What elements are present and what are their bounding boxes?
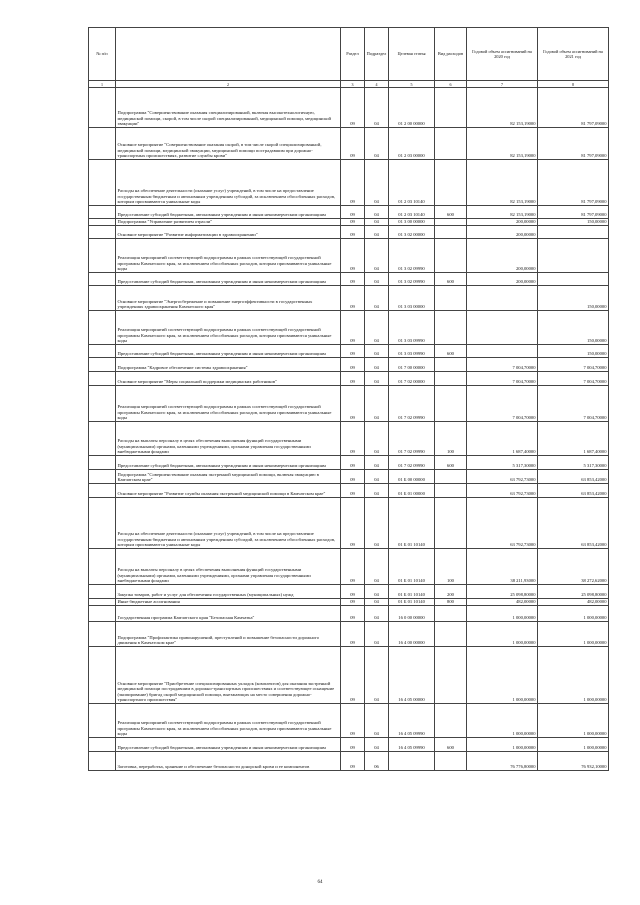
cell-razdel: 09 [341,606,365,622]
table-row [89,738,609,752]
cell-name: Основное мероприятие "Меры социальной поддержки медицинских работников" [116,372,341,386]
cell-target-article: 01 2 00 00000 [389,88,435,128]
cell-num [89,470,116,484]
cell-sum-2021: 81 797,09000 [538,206,609,219]
table-row [89,160,609,206]
cell-sum-2020: 200,00000 [467,226,538,239]
cell-expense-type [435,606,467,622]
cell-podrazdel: 04 [365,484,389,498]
cell-sum-2021: 76 932,10000 [538,752,609,771]
cell-num [89,647,116,704]
header-razdel: Раздел [341,28,365,81]
cell-sum-2020: 76 776,80000 [467,752,538,771]
cell-expense-type [435,647,467,704]
table-row [89,386,609,422]
cell-razdel: 09 [341,286,365,311]
cell-target-article: 01 7 02 09990 [389,386,435,422]
cell-podrazdel: 04 [365,606,389,622]
cell-sum-2021: 81 797,09000 [538,128,609,160]
table-row [89,226,609,239]
table-row [89,311,609,345]
cell-razdel: 09 [341,311,365,345]
table-row [89,585,609,599]
cell-num [89,456,116,470]
cell-podrazdel: 04 [365,622,389,647]
cell-razdel: 09 [341,160,365,206]
cell-num [89,239,116,273]
cell-podrazdel: 04 [365,358,389,372]
cell-name: Предоставление субсидий бюджетным, автономным учреждениям и иным некоммерческим организациям [116,206,341,219]
cell-num [89,286,116,311]
cell-num [89,738,116,752]
cell-sum-2021: 1 000,00000 [538,704,609,738]
page-number: 64 [317,880,323,885]
cell-razdel: 09 [341,358,365,372]
cell-expense-type [435,128,467,160]
cell-num [89,160,116,206]
cell-expense-type [435,219,467,226]
cell-razdel: 09 [341,345,365,358]
cell-name: Основное мероприятие "Совершенствование оказания скорой, в том числе скорой специализированной, медицинской помощи, медицинской эвакуации, медицинской помощи пострадавшим при дорожно-транспортных происшествиях, развитие службы крови" [116,128,341,160]
cell-sum-2020: 482,00000 [467,599,538,606]
cell-podrazdel: 04 [365,456,389,470]
cell-expense-type [435,470,467,484]
cell-num [89,498,116,549]
cell-sum-2020: 82 153,19000 [467,206,538,219]
cell-sum-2021: 150,00000 [538,311,609,345]
cell-num [89,704,116,738]
table-body [89,88,609,771]
cell-podrazdel: 04 [365,206,389,219]
cell-target-article: 01 Б 01 10140 [389,585,435,599]
header-target-article: Целевая статья [389,28,435,81]
table-row [89,549,609,585]
cell-podrazdel: 04 [365,386,389,422]
cell-name: Расходы на обеспечение деятельности (оказание услуг) учреждений, в том числе на предоставление государственным бюджетным и автономным учреждениям субсидий, за исключением обособленных расходов, которым присваиваются уникальные коды [116,498,341,549]
cell-expense-type [435,226,467,239]
cell-razdel: 09 [341,470,365,484]
cell-razdel: 09 [341,752,365,771]
cell-expense-type: 200 [435,585,467,599]
cell-expense-type [435,752,467,771]
cell-sum-2020: 1 000,00000 [467,738,538,752]
table-row [89,498,609,549]
cell-name: Закупка товаров, работ и услуг для обеспечения государственных (муниципальных) нужд [116,585,341,599]
table-row [89,219,609,226]
cell-sum-2021: 63 853,42000 [538,484,609,498]
cell-expense-type: 600 [435,273,467,286]
column-number: 8 [538,81,609,88]
cell-razdel: 09 [341,456,365,470]
cell-name: Основное мероприятие "Энергосбережение и повышение энергоэффективности в государственных учреждениях здравоохранения Камчатского края" [116,286,341,311]
cell-sum-2020: 63 792,73000 [467,484,538,498]
cell-num [89,345,116,358]
cell-expense-type [435,286,467,311]
cell-target-article [389,752,435,771]
cell-podrazdel: 06 [365,752,389,771]
cell-sum-2020: 82 153,19000 [467,160,538,206]
cell-podrazdel: 04 [365,286,389,311]
cell-podrazdel: 04 [365,219,389,226]
cell-num [89,484,116,498]
cell-sum-2020: 1 000,00000 [467,622,538,647]
cell-num [89,752,116,771]
cell-sum-2020: 63 792,73000 [467,498,538,549]
cell-sum-2020: 7 004,70000 [467,372,538,386]
cell-name: Расходы на обеспечение деятельности (оказание услуг) учреждений, в том числе на предоставление государственным бюджетным и автономным учреждениям субсидий, за исключением обособленных расходов, которым присваиваются уникальные коды [116,160,341,206]
cell-name: Предоставление субсидий бюджетным, автономным учреждениям и иным некоммерческим организациям [116,273,341,286]
cell-num [89,128,116,160]
cell-sum-2021 [538,226,609,239]
cell-name: Реализация мероприятий соответствующей подпрограммы в рамках соответствующей государственной программы Камчатского края, за исключением обособленных расходов, которым присваиваются уникальные коды [116,239,341,273]
cell-sum-2020: 63 792,73000 [467,470,538,484]
cell-razdel: 09 [341,273,365,286]
cell-sum-2020 [467,286,538,311]
cell-sum-2021: 63 853,42000 [538,470,609,484]
cell-expense-type: 600 [435,456,467,470]
table-row [89,206,609,219]
cell-target-article: 01 2 03 00000 [389,128,435,160]
cell-target-article: 16 0 00 00000 [389,606,435,622]
cell-sum-2021: 1 687,40000 [538,422,609,456]
table-row [89,647,609,704]
cell-razdel: 09 [341,219,365,226]
cell-sum-2021: 482,00000 [538,599,609,606]
cell-razdel: 09 [341,738,365,752]
cell-expense-type [435,498,467,549]
cell-podrazdel: 04 [365,273,389,286]
cell-target-article: 01 7 02 09990 [389,422,435,456]
table-row [89,273,609,286]
budget-table [88,27,609,771]
column-number: 4 [365,81,389,88]
column-number: 2 [116,81,341,88]
cell-expense-type [435,372,467,386]
cell-target-article: 01 Б 00 00000 [389,470,435,484]
cell-name: Предоставление субсидий бюджетным, автономным учреждениям и иным некоммерческим организациям [116,738,341,752]
cell-sum-2020: 1 000,00000 [467,704,538,738]
cell-target-article: 01 3 03 00000 [389,286,435,311]
cell-expense-type: 800 [435,599,467,606]
cell-num [89,358,116,372]
cell-num [89,273,116,286]
cell-target-article: 01 3 00 00000 [389,219,435,226]
cell-num [89,549,116,585]
cell-name: Реализация мероприятий соответствующей подпрограммы в рамках соответствующей государственной программы Камчатского края, за исключением обособленных расходов, которым присваиваются уникальные коды [116,386,341,422]
cell-target-article: 01 3 03 09990 [389,311,435,345]
cell-sum-2020 [467,311,538,345]
column-number: 1 [89,81,116,88]
cell-sum-2021 [538,273,609,286]
cell-sum-2020: 82 153,19000 [467,128,538,160]
cell-expense-type [435,311,467,345]
cell-expense-type [435,358,467,372]
cell-num [89,622,116,647]
cell-expense-type [435,484,467,498]
cell-name: Государственная программа Камчатского края "Безопасная Камчатка" [116,606,341,622]
cell-name: Расходы на выплаты персоналу в целях обеспечения выполнения функций государственными (муниципальными) органами, казенными учреждениями, органами управления государственными внебюджетными фондами [116,549,341,585]
cell-target-article: 01 3 02 09990 [389,273,435,286]
cell-target-article: 01 3 02 09990 [389,239,435,273]
cell-sum-2021: 7 004,70000 [538,372,609,386]
cell-razdel: 09 [341,422,365,456]
cell-target-article: 01 2 03 10140 [389,160,435,206]
cell-sum-2020: 7 004,70000 [467,386,538,422]
cell-expense-type [435,239,467,273]
cell-podrazdel: 04 [365,498,389,549]
cell-num [89,386,116,422]
cell-name: Основное мероприятие "Приобретение специализированных укладок (комплектов) для оказания экстренной медицинской помощи пострадавшим в дорожно-транспортных происшествиях и соответствующее оснащение (экипирование) бригад скорой медицинской помощи, выезжающих на место совершения дорожно-транспортного происшествия" [116,647,341,704]
cell-num [89,219,116,226]
cell-podrazdel: 04 [365,88,389,128]
cell-target-article: 16 4 00 00000 [389,622,435,647]
cell-sum-2020: 82 153,19000 [467,88,538,128]
cell-sum-2021: 1 000,00000 [538,622,609,647]
column-number: 7 [467,81,538,88]
cell-target-article: 01 7 00 00000 [389,358,435,372]
header-num: № п/п [89,28,116,81]
cell-sum-2021: 81 797,09000 [538,160,609,206]
table-row [89,345,609,358]
cell-name: Заготовка, переработка, хранение и обеспечение безопасности донорской крови и ее компонентов [116,752,341,771]
cell-sum-2020: 38 211,93000 [467,549,538,585]
cell-sum-2020: 1 687,40000 [467,422,538,456]
cell-expense-type: 100 [435,549,467,585]
cell-sum-2020: 5 317,30000 [467,456,538,470]
cell-num [89,422,116,456]
header-sum-2020: Годовой объем ассигнований на 2020 год [467,28,538,81]
cell-target-article: 16 4 05 09990 [389,704,435,738]
cell-num [89,599,116,606]
cell-podrazdel: 04 [365,599,389,606]
cell-target-article: 16 4 05 00000 [389,647,435,704]
cell-name: Предоставление субсидий бюджетным, автономным учреждениям и иным некоммерческим организациям [116,456,341,470]
table-row [89,239,609,273]
cell-razdel: 09 [341,226,365,239]
table-row [89,372,609,386]
column-number: 6 [435,81,467,88]
column-number: 5 [389,81,435,88]
cell-razdel: 09 [341,498,365,549]
cell-expense-type [435,704,467,738]
cell-name: Предоставление субсидий бюджетным, автономным учреждениям и иным некоммерческим организациям [116,345,341,358]
cell-name: Основное мероприятие "Развитие информатизации в здравоохранении" [116,226,341,239]
cell-podrazdel: 04 [365,311,389,345]
cell-target-article: 01 3 02 00000 [389,226,435,239]
cell-name: Подпрограмма "Совершенствование оказания экстренной медицинской помощи, включая эвакуацию в Камчатском крае" [116,470,341,484]
cell-expense-type: 600 [435,206,467,219]
cell-sum-2021: 81 797,09000 [538,88,609,128]
cell-sum-2021: 1 000,00000 [538,738,609,752]
cell-razdel: 09 [341,128,365,160]
cell-sum-2021: 1 000,00000 [538,606,609,622]
cell-sum-2021: 150,00000 [538,345,609,358]
cell-podrazdel: 04 [365,372,389,386]
cell-sum-2021: 7 004,70000 [538,386,609,422]
table-row [89,422,609,456]
cell-sum-2020: 200,00000 [467,239,538,273]
cell-sum-2021: 63 853,42000 [538,498,609,549]
cell-sum-2021: 150,00000 [538,219,609,226]
cell-razdel: 09 [341,386,365,422]
cell-expense-type: 600 [435,738,467,752]
cell-razdel: 09 [341,206,365,219]
cell-sum-2020: 200,00000 [467,219,538,226]
table-row [89,704,609,738]
cell-target-article: 01 Б 01 00000 [389,484,435,498]
cell-podrazdel: 04 [365,585,389,599]
table-row [89,88,609,128]
cell-num [89,206,116,219]
table-row [89,484,609,498]
cell-sum-2021: 38 272,62000 [538,549,609,585]
cell-name: Подпрограмма "Управление развитием отрасли" [116,219,341,226]
cell-razdel: 09 [341,622,365,647]
header-name [116,28,341,81]
header-sum-2021: Годовой объем ассигнований на 2021 год [538,28,609,81]
cell-target-article: 01 2 03 10140 [389,206,435,219]
cell-razdel: 09 [341,599,365,606]
cell-sum-2020: 200,00000 [467,273,538,286]
table-row [89,286,609,311]
cell-podrazdel: 04 [365,704,389,738]
cell-podrazdel: 04 [365,239,389,273]
header-podrazdel: Подраздел [365,28,389,81]
cell-podrazdel: 04 [365,422,389,456]
cell-sum-2020: 1 000,00000 [467,606,538,622]
cell-sum-2021: 7 004,70000 [538,358,609,372]
table-row [89,606,609,622]
cell-expense-type [435,88,467,128]
cell-sum-2021: 25 098,80000 [538,585,609,599]
column-number-row [89,81,609,88]
cell-target-article: 01 3 03 09990 [389,345,435,358]
cell-sum-2021 [538,239,609,273]
cell-target-article: 01 7 02 00000 [389,372,435,386]
cell-num [89,372,116,386]
table-row [89,128,609,160]
cell-expense-type [435,386,467,422]
table-row [89,752,609,771]
cell-name: Реализация мероприятий соответствующей подпрограммы в рамках соответствующей государственной программы Камчатского края, за исключением обособленных расходов, которым присваиваются уникальные коды [116,704,341,738]
cell-podrazdel: 04 [365,470,389,484]
cell-podrazdel: 04 [365,128,389,160]
cell-num [89,311,116,345]
cell-razdel: 09 [341,704,365,738]
cell-podrazdel: 04 [365,345,389,358]
cell-razdel: 09 [341,585,365,599]
cell-razdel: 09 [341,239,365,273]
cell-razdel: 09 [341,372,365,386]
table-row [89,358,609,372]
table-row [89,456,609,470]
cell-sum-2020 [467,345,538,358]
cell-sum-2020: 25 098,80000 [467,585,538,599]
cell-name: Иные бюджетные ассигнования [116,599,341,606]
cell-num [89,226,116,239]
cell-razdel: 09 [341,484,365,498]
cell-num [89,606,116,622]
table-row [89,622,609,647]
cell-sum-2020: 7 004,70000 [467,358,538,372]
header-expense-type: Вид расходов [435,28,467,81]
cell-razdel: 09 [341,647,365,704]
cell-expense-type: 600 [435,345,467,358]
cell-sum-2021: 1 000,00000 [538,647,609,704]
cell-target-article: 16 4 05 09990 [389,738,435,752]
cell-podrazdel: 04 [365,226,389,239]
cell-name: Подпрограмма "Совершенствование оказания специализированной, включая высокотехнологичную, медицинской помощи, скорой, в том числе скорой специализированной, медицинской помощи, медицинской эвакуации" [116,88,341,128]
cell-podrazdel: 04 [365,647,389,704]
cell-sum-2020: 1 000,00000 [467,647,538,704]
cell-target-article: 01 Б 01 10140 [389,599,435,606]
cell-razdel: 09 [341,549,365,585]
cell-name: Подпрограмма "Профилактика правонарушений, преступлений и повышение безопасности дорожного движения в Камчатском крае" [116,622,341,647]
cell-target-article: 01 Б 01 10140 [389,549,435,585]
cell-expense-type: 100 [435,422,467,456]
cell-expense-type [435,160,467,206]
cell-expense-type [435,622,467,647]
cell-name: Подпрограмма "Кадровое обеспечение системы здравоохранения" [116,358,341,372]
cell-podrazdel: 04 [365,738,389,752]
header-row [89,28,609,81]
cell-target-article: 01 7 02 09990 [389,456,435,470]
cell-sum-2021: 150,00000 [538,286,609,311]
cell-podrazdel: 04 [365,549,389,585]
cell-razdel: 09 [341,88,365,128]
table-row [89,470,609,484]
cell-name: Реализация мероприятий соответствующей подпрограммы в рамках соответствующей государственной программы Камчатского края, за исключением обособленных расходов, которым присваиваются уникальные коды [116,311,341,345]
cell-target-article: 01 Б 01 10140 [389,498,435,549]
cell-name: Расходы на выплаты персоналу в целях обеспечения выполнения функций государственными (муниципальными) органами, казенными учреждениями, органами управления государственными внебюджетными фондами [116,422,341,456]
column-number: 3 [341,81,365,88]
cell-num [89,88,116,128]
table-row [89,599,609,606]
cell-name: Основное мероприятие "Развитие службы оказания экстренной медицинской помощи в Камчатском крае" [116,484,341,498]
cell-sum-2021: 5 317,30000 [538,456,609,470]
cell-num [89,585,116,599]
cell-podrazdel: 04 [365,160,389,206]
